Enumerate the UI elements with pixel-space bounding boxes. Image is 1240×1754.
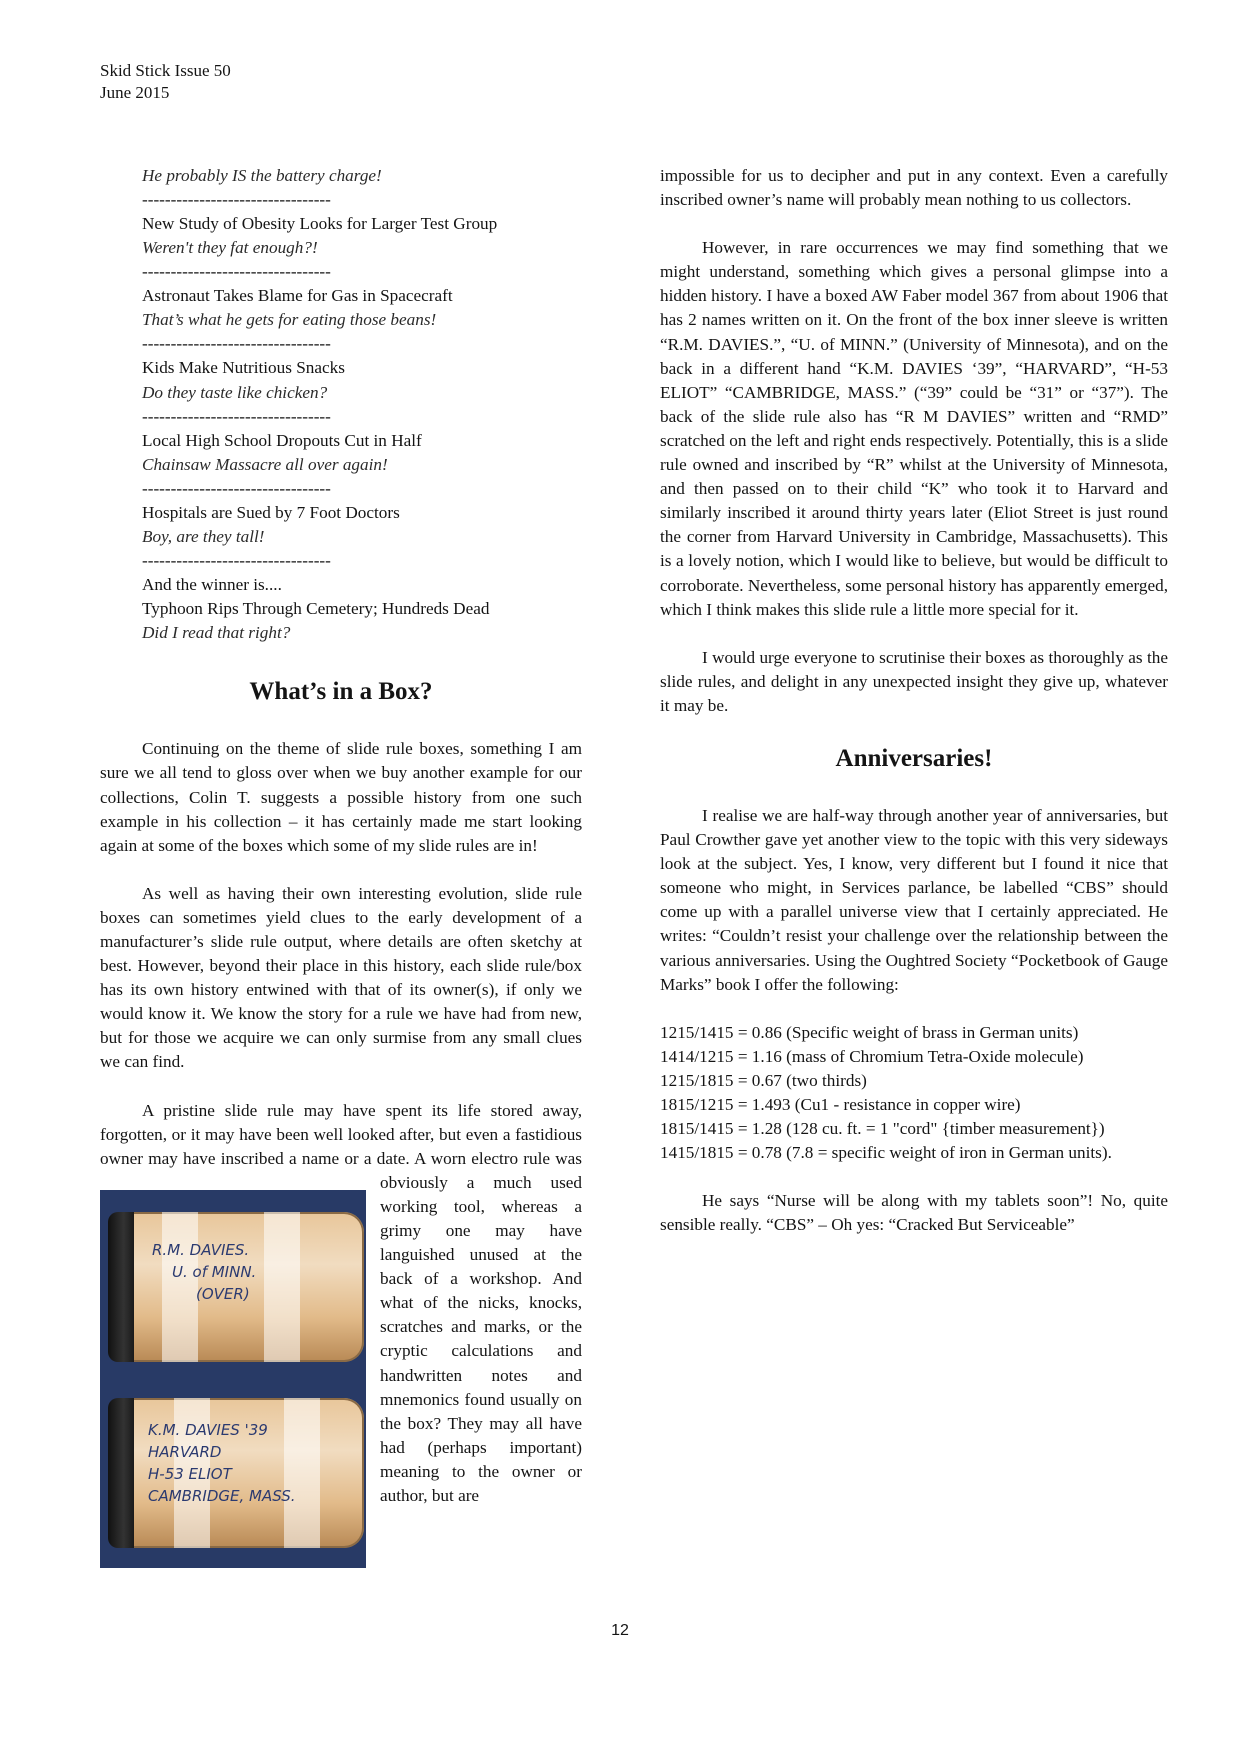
joke-headline: Hospitals are Sued by 7 Foot Doctors [142,502,400,522]
inscription: K.M. DAVIES '39 [148,1421,268,1439]
slide-rule-box-photo [100,1190,366,1568]
inscription: H-53 ELIOT [148,1465,232,1483]
ratio-item: 1815/1415 = 1.28 (128 cu. ft. = 1 "cord" {timber measurement}) [660,1119,1105,1139]
inscription: CAMBRIDGE, MASS. [148,1487,296,1505]
tape-strip [284,1398,320,1548]
inscription: U. of MINN. [172,1263,257,1281]
section-title-anniversaries: Anniversaries! [835,744,993,772]
joke-separator: --------------------------------- [142,262,331,282]
page-number: 12 [611,1622,629,1639]
jokes-list [100,164,582,645]
joke-separator: --------------------------------- [142,190,331,210]
section-title-box: What’s in a Box? [249,678,433,706]
joke-punchline: He probably IS the battery charge! [142,166,382,185]
box-paragraph: As well as having their own interesting evolution, slide rule boxes can sometimes yield clues to the early development of a manufacturer’s slide rule output, where details are often sketchy at best. However, beyond their place in this history, each slide rule/box has its own history entwined with that of its owner(s), if only we would know it. We know the story for a rule we have had from new, but for those we acquire we can only surmise from any small clues we can find. [100,883,582,1072]
page-header [100,60,231,104]
box-sleeve-front [114,1212,364,1362]
ratio-item: 1415/1815 = 0.78 (7.8 = specific weight of iron in German units). [660,1143,1112,1163]
joke-separator: --------------------------------- [142,551,331,571]
box-paragraph: However, in rare occurrences we may find something that we might understand, something which gives a personal glimpse into a hidden history. I have a boxed AW Faber model 367 from about 1906 that has 2 names written on it. On the front of the box inner sleeve is written “R.M. DAVIES.”, “U. of MINN.” (University of Minnesota), and on the back in a different hand “K.M. DAVIES ‘39”, “HARVARD”, “H-53 ELIOT” “CAMBRIDGE, MASS.” (“39” could be “31” or “37”). The back of the slide rule also has “R M DAVIES” written and “RMD” scratched on the left and right ends respectively. Potentially, this is a slide rule owned and inscribed by “R” whilst at the University of Minnesota, and then passed on to their child “K” who took it to Harvard and similarly inscribed it around thirty years later (Eliot Street is just round the corner from Harvard University in Cambridge, Massachusetts). This is a lovely notion, which I would like to believe, but would be difficult to corroborate. Nevertheless, some personal history has apparently emerged, which I think makes this slide rule a little more special for it. [660,238,1168,619]
joke-punchline: Do they taste like chicken? [142,382,328,402]
box-paragraph: Continuing on the theme of slide rule boxes, something I am sure we all tend to gloss over when we buy another example for our collections, Colin T. suggests a possible history from one such example in his collection – it has certainly made me start looking again at some of the boxes which some of my slide rules are in! [100,739,582,855]
tape-strip [264,1212,300,1362]
inscription: (OVER) [196,1285,250,1303]
box-paragraph-lead: A pristine slide rule may have spent its life stored away, forgotten, or it may have been well looked after, but even a fastidious owner may have inscribed a name or a date. A worn electro rule was obviously a much used working tool, whereas a grimy one may have languished unused at the back of a workshop. And what of the nicks, knocks, scratches and marks, or the cryptic calculations and handwritten notes and mnemonics found usually on the box? They may all have had (perhaps important) meaning to the owner or author, but are [100,1100,582,1506]
joke-headline: New Study of Obesity Looks for Larger Test Group [142,214,498,234]
box-paragraph: I would urge everyone to scrutinise their boxes as thoroughly as the slide rules, and delight in any unexpected insight they give up, whatever it may be. [660,647,1168,715]
anniversaries-paragraph: He says “Nurse will be along with my tablets soon”! No, quite sensible really. “CBS” – Oh yes: “Cracked But Serviceable” [660,1191,1168,1235]
joke-punchline: That’s what he gets for eating those beans! [142,310,437,330]
ratio-item: 1815/1215 = 1.493 (Cu1 - resistance in copper wire) [660,1095,1021,1114]
box-sleeve-back [114,1398,364,1548]
inscription: R.M. DAVIES. [152,1241,250,1259]
tape-strip [162,1212,198,1362]
inscription: HARVARD [148,1443,222,1461]
anniversaries-paragraph: I realise we are half-way through another year of anniversaries, but Paul Crowther gave yet another view to the topic with this very sideways look at the subject. Yes, I know, very different but I found it nice that someone who might, in Services parlance, be labelled “CBS” should come up with a parallel universe view that I certainly appreciated. He writes: “Couldn’t resist your challenge over the relationship between the various anniversaries. Using the Oughtred Society “Pocketbook of Gauge Marks” book I offer the following: [660,805,1168,994]
box-end-cap [108,1398,134,1548]
box-paragraph-continued: impossible for us to decipher and put in any context. Even a carefully inscribed owner’s name will probably mean nothing to us collectors. [660,166,1168,210]
box-end-cap [108,1212,134,1362]
joke-headline: Typhoon Rips Through Cemetery; Hundreds Dead [142,599,490,619]
joke-punchline: Chainsaw Massacre all over again! [142,454,388,474]
joke-punchline: Boy, are they tall! [142,526,265,546]
joke-separator: --------------------------------- [142,334,331,354]
right-column [660,164,1168,1261]
ratio-item: 1414/1215 = 1.16 (mass of Chromium Tetra-Oxide molecule) [660,1046,1084,1066]
joke-headline: Astronaut Takes Blame for Gas in Spacecraft [142,286,453,306]
ratio-item: 1215/1815 = 0.67 (two thirds) [660,1070,867,1090]
joke-headline: Kids Make Nutritious Snacks [142,358,345,378]
joke-punchline: Did I read that right? [142,623,291,643]
joke-headline: Local High School Dropouts Cut in Half [142,430,422,450]
issue-date: June 2015 [100,83,170,102]
joke-separator: --------------------------------- [142,478,331,498]
joke-separator: --------------------------------- [142,406,331,426]
ratio-item: 1215/1415 = 0.86 (Specific weight of brass in German units) [660,1022,1079,1042]
joke-punchline: Weren't they fat enough?! [142,238,318,258]
issue-title: Skid Stick Issue 50 [100,61,231,80]
ratio-list [660,1021,1168,1166]
joke-winner-intro: And the winner is.... [142,575,282,595]
